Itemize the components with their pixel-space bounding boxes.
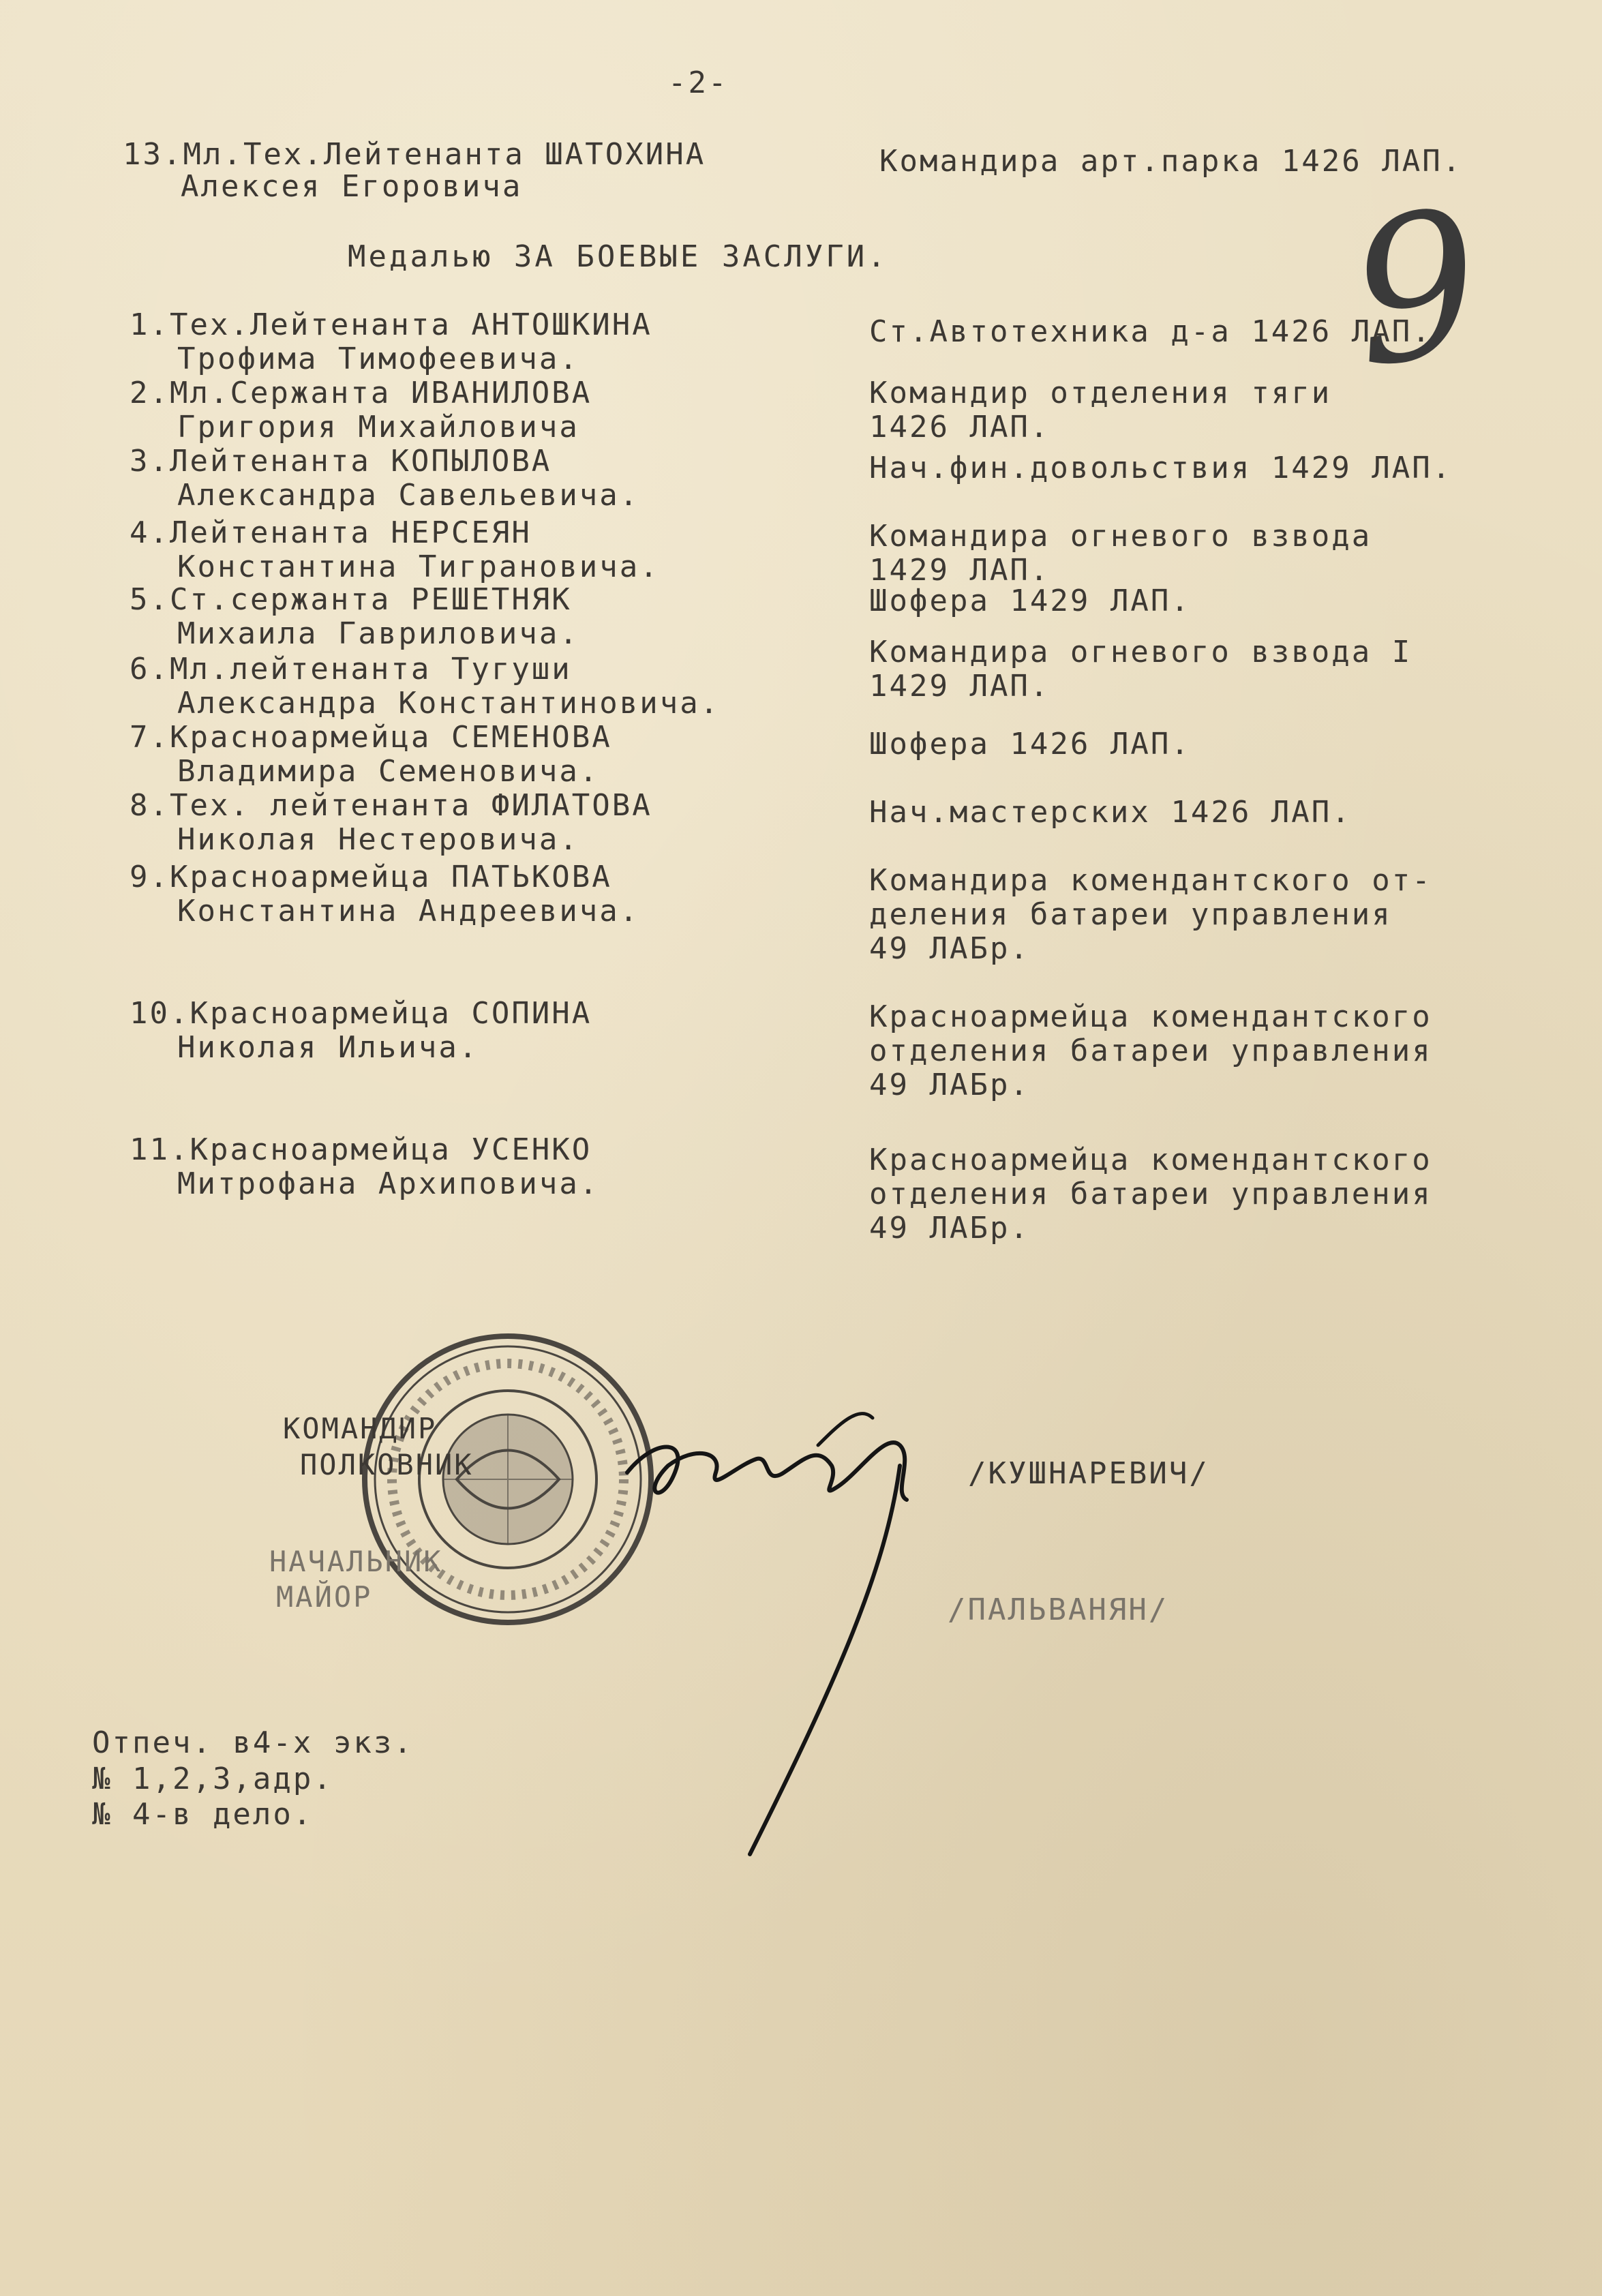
awardee-name: 4.Лейтенанта НЕРСЕЯН xyxy=(130,515,532,550)
awardee-name: 2.Мл.Сержанта ИВАНИЛОВА xyxy=(130,376,592,410)
awardee-patronymic: Митрофана Архиповича. xyxy=(177,1166,600,1201)
chief-label-1: НАЧАЛЬНИК xyxy=(269,1545,443,1578)
awardee-position-line: 49 ЛАБр. xyxy=(869,1211,1030,1245)
top-entry-position: Командира арт.парка 1426 ЛАП. xyxy=(879,144,1463,179)
awardee-position-line: Нач.мастерских 1426 ЛАП. xyxy=(869,795,1352,830)
awardee-name: 9.Красноармейца ПАТЬКОВА xyxy=(130,860,612,894)
awardee-patronymic: Александра Савельевича. xyxy=(177,478,640,513)
page-number: -2- xyxy=(668,65,729,100)
awardee-name: 3.Лейтенанта КОПЫЛОВА xyxy=(130,444,552,479)
awardee-name: 6.Мл.лейтенанта Тугуши xyxy=(130,652,572,686)
awardee-position-line: Шофера 1426 ЛАП. xyxy=(869,727,1191,761)
handwritten-numeral: 9 xyxy=(1337,166,1494,412)
awardee-patronymic: Константина Тиграновича. xyxy=(177,549,660,584)
awardee-position-line: 49 ЛАБр. xyxy=(869,931,1030,966)
top-entry-name: 13.Мл.Тех.Лейтенанта ШАТОХИНА xyxy=(123,137,706,172)
awardee-patronymic: Константина Андреевича. xyxy=(177,894,640,928)
commander-label-2: ПОЛКОВНИК xyxy=(300,1448,474,1481)
awardee-position-line: Командира огневого взвода I xyxy=(869,635,1412,669)
awardee-name: 7.Красноармейца СЕМЕНОВА xyxy=(130,720,612,755)
awardee-position-line: Красноармейца комендантского xyxy=(869,1143,1432,1177)
awardee-position-line: 1429 ЛАП. xyxy=(869,553,1051,588)
awardee-patronymic: Григория Михайловича xyxy=(177,410,579,444)
awardee-name: 10.Красноармейца СОПИНА xyxy=(130,996,592,1031)
top-entry-patronymic: Алексея Егоровича xyxy=(181,169,523,204)
awardee-position-line: Ст.Автотехника д-а 1426 ЛАП. xyxy=(869,314,1432,349)
awardee-patronymic: Трофима Тимофеевича. xyxy=(177,342,579,376)
footer-line-3: № 4-в дело. xyxy=(92,1797,314,1832)
awardee-position-line: Нач.фин.довольствия 1429 ЛАП. xyxy=(869,451,1453,485)
awardee-position-line: отделения батареи управления xyxy=(869,1033,1432,1068)
footer-line-2: № 1,2,3,адр. xyxy=(92,1762,333,1796)
medal-heading: Медалью ЗА БОЕВЫЕ ЗАСЛУГИ. xyxy=(348,239,888,274)
awardee-position-line: 1429 ЛАП. xyxy=(869,669,1051,704)
awardee-patronymic: Александра Константиновича. xyxy=(177,686,721,721)
chief-label-2: МАЙОР xyxy=(276,1580,373,1614)
awardee-patronymic: Николая Ильича. xyxy=(177,1030,479,1065)
awardee-patronymic: Михаила Гавриловича. xyxy=(177,616,579,651)
awardee-patronymic: Николая Нестеровича. xyxy=(177,822,579,857)
awardee-position-line: 1426 ЛАП. xyxy=(869,410,1051,444)
awardee-position-line: Командир отделения тяги xyxy=(869,376,1332,410)
awardee-position-line: отделения батареи управления xyxy=(869,1177,1432,1211)
awardee-name: 5.Ст.сержанта РЕШЕТНЯК xyxy=(130,582,572,617)
awardee-name: 8.Тех. лейтенанта ФИЛАТОВА xyxy=(130,788,652,823)
awardee-name: 11.Красноармейца УСЕНКО xyxy=(130,1132,592,1167)
commander-label-1: КОМАНДИР xyxy=(283,1412,438,1445)
awardee-position-line: Командира комендантского от- xyxy=(869,863,1432,898)
awardee-position-line: деления батареи управления xyxy=(869,897,1392,932)
chief-name: /ПАЛЬВАНЯН/ xyxy=(948,1592,1169,1627)
handwritten-signature xyxy=(614,1391,995,1868)
awardee-name: 1.Тех.Лейтенанта АНТОШКИНА xyxy=(130,307,652,342)
awardee-position-line: Командира огневого взвода xyxy=(869,519,1372,554)
awardee-position-line: Шофера 1429 ЛАП. xyxy=(869,584,1191,618)
awardee-patronymic: Владимира Семеновича. xyxy=(177,754,600,789)
awardee-position-line: Красноармейца комендантского xyxy=(869,999,1432,1034)
footer-line-1: Отпеч. в4-х экз. xyxy=(92,1725,414,1760)
commander-name: /КУШНАРЕВИЧ/ xyxy=(968,1456,1209,1491)
awardee-position-line: 49 ЛАБр. xyxy=(869,1068,1030,1102)
